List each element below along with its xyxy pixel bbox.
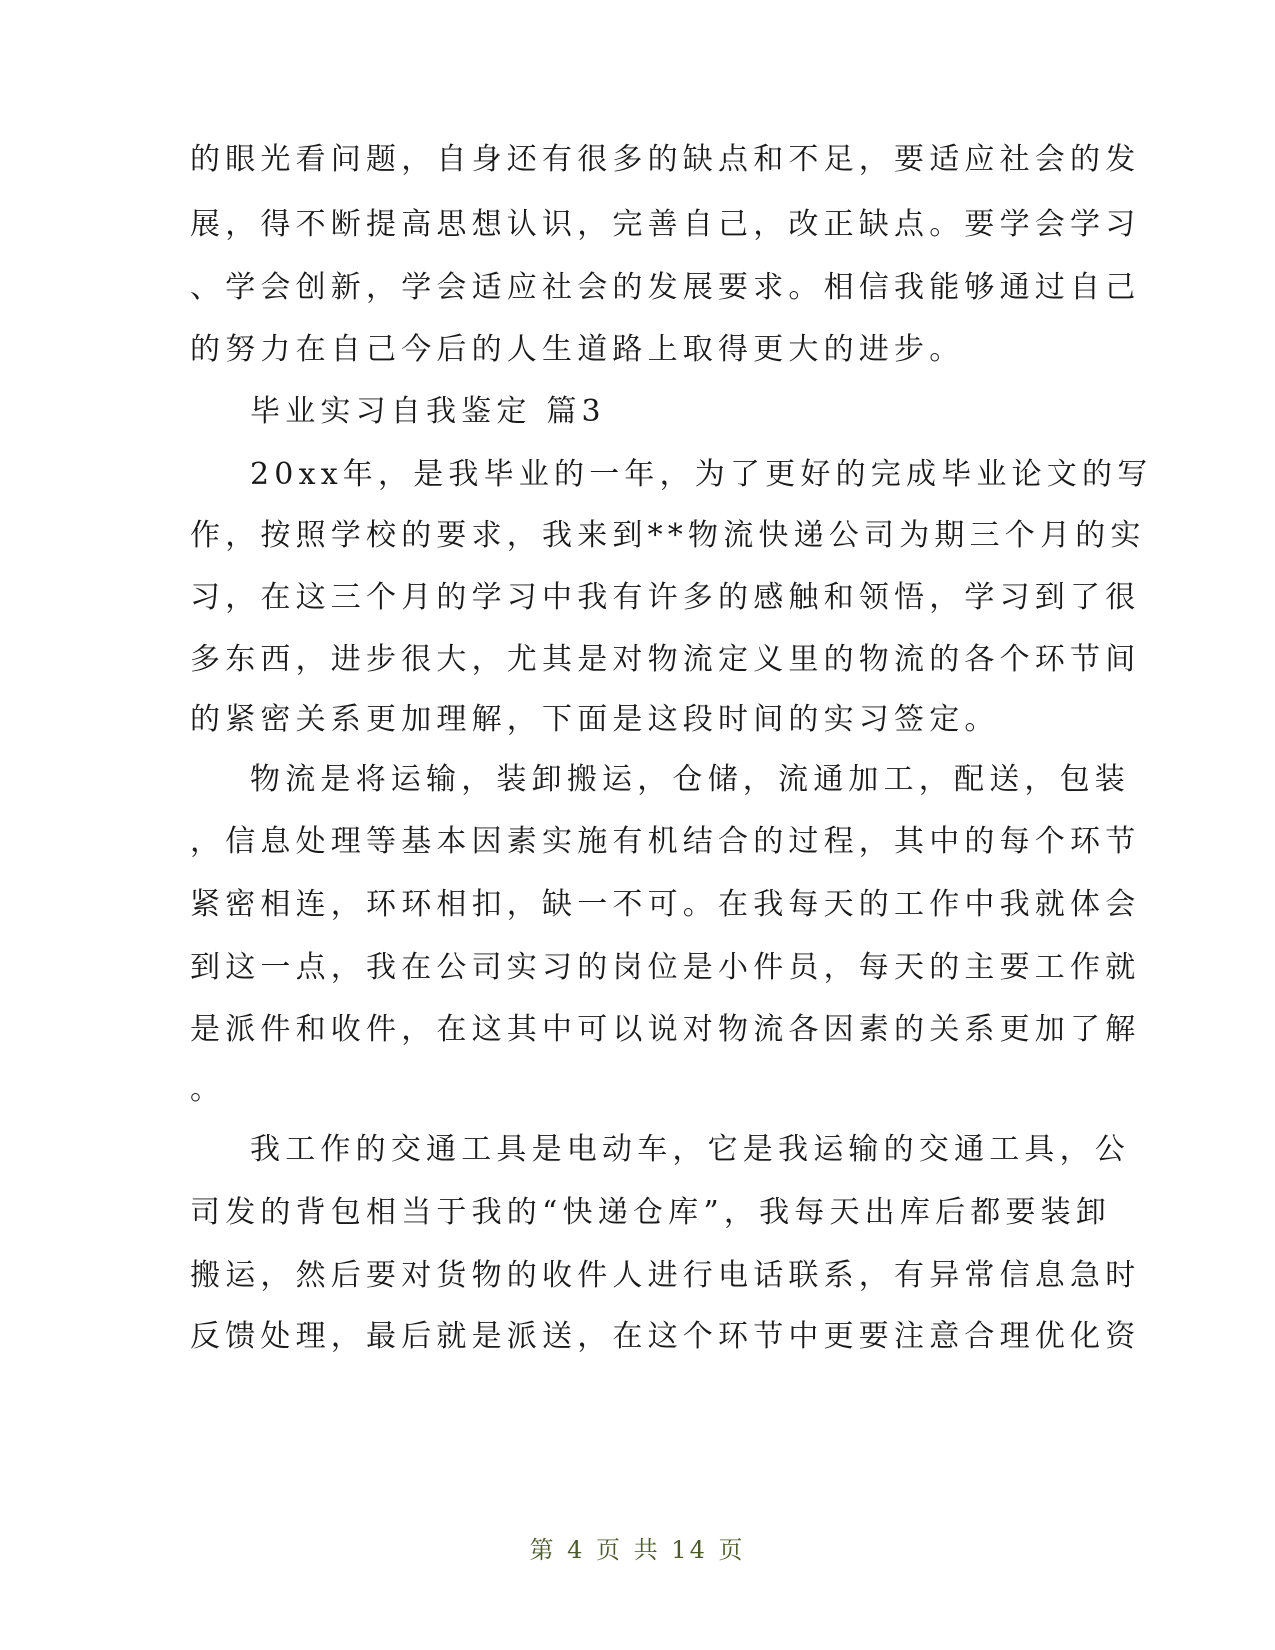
text-line: 搬运，然后要对货物的收件人进行电话联系，有异常信息急时	[190, 1258, 1141, 1293]
text-line: 司发的背包相当于我的“快递仓库”，我每天出库后都要装卸	[190, 1195, 1112, 1230]
text-line: 物流是将运输，装卸搬运，仓储，流通加工，配送，包装	[250, 762, 1130, 797]
text-line: 到这一点，我在公司实习的岗位是小件员，每天的主要工作就	[190, 950, 1141, 985]
text-line: 作，按照学校的要求，我来到**物流快递公司为期三个月的实	[190, 518, 1146, 553]
text-line: ，信息处理等基本因素实施有机结合的过程，其中的每个环节	[190, 824, 1141, 859]
text-line: 我工作的交通工具是电动车，它是我运输的交通工具，公	[250, 1132, 1130, 1167]
text-line: 多东西，进步很大，尤其是对物流定义里的物流的各个环节间	[190, 642, 1141, 677]
text-line: 是派件和收件，在这其中可以说对物流各因素的关系更加了解	[190, 1012, 1141, 1047]
text-line: 的眼光看问题，自身还有很多的缺点和不足，要适应社会的发	[190, 142, 1141, 177]
text-line: 。	[190, 1072, 226, 1107]
text-line: 20xx年，是我毕业的一年，为了更好的完成毕业论文的写	[250, 457, 1153, 492]
text-line: 的紧密关系更加理解，下面是这段时间的实习签定。	[190, 702, 1000, 737]
text-line: 展，得不断提高思想认识，完善自己，改正缺点。要学会学习	[190, 207, 1141, 242]
text-line: 、学会创新，学会适应社会的发展要求。相信我能够通过自己	[190, 270, 1141, 305]
text-line: 习，在这三个月的学习中我有许多的感触和领悟，学习到了很	[190, 580, 1141, 615]
page-number-footer: 第 4 页 共 14 页	[529, 1536, 746, 1564]
section-heading: 毕业实习自我鉴定 篇3	[250, 394, 606, 429]
text-line: 的努力在自己今后的人生道路上取得更大的进步。	[190, 332, 965, 367]
text-line: 紧密相连，环环相扣，缺一不可。在我每天的工作中我就体会	[190, 887, 1141, 922]
text-line: 反馈处理，最后就是派送，在这个环节中更要注意合理优化资	[190, 1319, 1141, 1354]
